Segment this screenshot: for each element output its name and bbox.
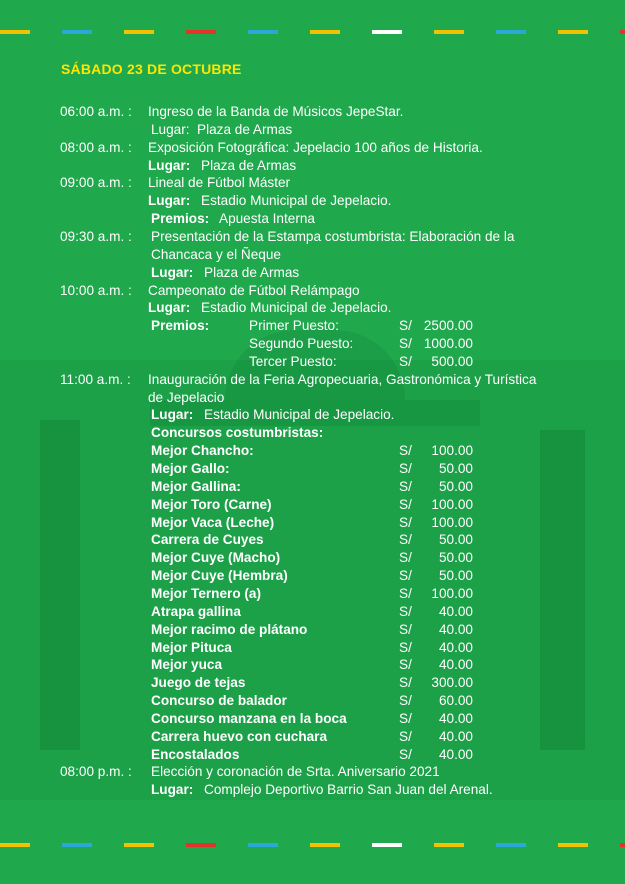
contest-name: Concurso de balador xyxy=(151,693,287,709)
currency-symbol: S/ xyxy=(399,336,412,352)
contest-amount: 40.00 xyxy=(438,746,473,762)
location-label: Lugar: xyxy=(151,264,194,280)
contest-name: Mejor Chancho: xyxy=(151,443,254,459)
contest-name: Mejor Gallina: xyxy=(151,478,241,494)
contest-name: Mejor yuca xyxy=(151,657,223,673)
location-label: Lugar: xyxy=(151,407,194,423)
stripe-segment xyxy=(186,30,216,34)
contest-name: Atrapa gallina xyxy=(151,603,241,619)
contest-amount: 100.00 xyxy=(431,514,473,530)
location-value: Plaza de Armas xyxy=(197,121,293,137)
contest-amount: 60.00 xyxy=(438,693,473,709)
event-title-continued: Chancaca y el Ñeque xyxy=(151,246,281,262)
contest-amount: 40.00 xyxy=(438,710,473,726)
location-value: Estadio Municipal de Jepelacio. xyxy=(201,300,392,316)
stripe-segment xyxy=(620,843,625,847)
contests-label: Concursos costumbristas: xyxy=(151,425,324,441)
event-time: 06:00 a.m. : xyxy=(60,104,132,119)
stripe-segment xyxy=(124,843,154,847)
event-time: 08:00 a.m. : xyxy=(60,139,132,155)
stripe-segment xyxy=(434,843,464,847)
currency-symbol: S/ xyxy=(399,728,412,744)
currency-symbol: S/ xyxy=(399,603,412,619)
contest-amount: 40.00 xyxy=(438,728,473,744)
event-title-continued: de Jepelacio xyxy=(148,389,225,405)
event-title: Elección y coronación de Srta. Aniversario 2021 xyxy=(151,764,440,780)
stripe-segment xyxy=(496,843,526,847)
currency-symbol: S/ xyxy=(399,693,412,709)
decorative-stripe-bottom xyxy=(0,843,625,847)
contest-amount: 50.00 xyxy=(438,568,473,584)
contest-name: Carrera huevo con cuchara xyxy=(151,728,328,744)
location-value: Estadio Municipal de Jepelacio. xyxy=(204,407,395,423)
event-time: 10:00 a.m. : xyxy=(60,282,132,298)
location-label: Lugar: xyxy=(148,157,191,173)
contest-amount: 40.00 xyxy=(438,639,473,655)
event-title: Exposición Fotográfica: Jepelacio 100 años de Historia. xyxy=(148,139,483,155)
location-label: Lugar: xyxy=(148,300,191,316)
event-title: Presentación de la Estampa costumbrista: Elaboración de la xyxy=(151,228,515,244)
stripe-segment xyxy=(434,30,464,34)
stripe-segment xyxy=(186,843,216,847)
location-label: Lugar: xyxy=(151,782,194,798)
contest-amount: 40.00 xyxy=(438,657,473,673)
event-time: 08:00 p.m. : xyxy=(60,764,132,780)
currency-symbol: S/ xyxy=(399,353,412,369)
stripe-segment xyxy=(310,30,340,34)
location-label: Lugar: xyxy=(148,193,191,209)
contest-name: Juego de tejas xyxy=(151,675,246,691)
contest-name: Encostalados xyxy=(151,746,240,762)
currency-symbol: S/ xyxy=(399,478,412,494)
contest-name: Mejor Cuye (Hembra) xyxy=(151,568,288,584)
currency-symbol: S/ xyxy=(399,496,412,512)
contest-name: Mejor Cuye (Macho) xyxy=(151,550,281,566)
stripe-segment xyxy=(558,843,588,847)
currency-symbol: S/ xyxy=(399,585,412,601)
contest-amount: 50.00 xyxy=(438,478,473,494)
event-title: Ingreso de la Banda de Músicos JepeStar. xyxy=(148,104,404,119)
stripe-segment xyxy=(0,30,30,34)
contest-amount: 100.00 xyxy=(431,443,473,459)
location-value: Plaza de Armas xyxy=(204,264,300,280)
contest-name: Mejor Vaca (Leche) xyxy=(151,514,275,530)
prize-amount: 500.00 xyxy=(431,353,473,369)
location-value: Estadio Municipal de Jepelacio. xyxy=(201,193,392,209)
location-value: Complejo Deportivo Barrio San Juan del Arenal. xyxy=(204,782,493,798)
currency-symbol: S/ xyxy=(399,621,412,637)
currency-symbol: S/ xyxy=(399,639,412,655)
prize-amount: 1000.00 xyxy=(423,336,473,352)
event-time: 09:00 a.m. : xyxy=(60,175,132,191)
contest-name: Mejor Pituca xyxy=(151,639,232,655)
currency-symbol: S/ xyxy=(399,443,412,459)
prize-place: Primer Puesto: xyxy=(249,318,339,334)
contest-amount: 40.00 xyxy=(438,603,473,619)
contest-amount: 40.00 xyxy=(438,621,473,637)
currency-symbol: S/ xyxy=(399,514,412,530)
location-value: Plaza de Armas xyxy=(201,157,297,173)
event-title: Lineal de Fútbol Máster xyxy=(148,175,291,191)
stripe-segment xyxy=(496,30,526,34)
prize-place: Tercer Puesto: xyxy=(249,353,337,369)
decorative-stripe-top xyxy=(0,30,625,34)
contest-amount: 50.00 xyxy=(438,461,473,476)
event-time: 11:00 a.m. : xyxy=(60,371,131,387)
page-title: SÁBADO 23 DE OCTUBRE xyxy=(61,61,242,77)
stripe-segment xyxy=(558,30,588,34)
stripe-segment xyxy=(620,30,625,34)
contest-name: Mejor Toro (Carne) xyxy=(151,496,272,512)
event-title: Inauguración de la Feria Agropecuaria, Gastronómica y Turística xyxy=(148,371,537,387)
stripe-segment xyxy=(310,843,340,847)
contest-name: Mejor Ternero (a) xyxy=(151,585,262,601)
contest-amount: 300.00 xyxy=(431,675,473,691)
prizes-label: Premios: xyxy=(151,211,210,227)
stripe-segment xyxy=(248,843,278,847)
stripe-segment xyxy=(62,843,92,847)
stripe-segment xyxy=(248,30,278,34)
contest-name: Concurso manzana en la boca xyxy=(151,710,347,726)
prize-place: Segundo Puesto: xyxy=(249,336,354,352)
stripe-segment xyxy=(0,843,30,847)
currency-symbol: S/ xyxy=(399,675,412,691)
currency-symbol: S/ xyxy=(399,568,412,584)
contest-name: Carrera de Cuyes xyxy=(151,532,264,548)
currency-symbol: S/ xyxy=(399,318,412,334)
contest-amount: 50.00 xyxy=(438,532,473,548)
currency-symbol: S/ xyxy=(399,710,412,726)
contest-amount: 100.00 xyxy=(431,585,473,601)
event-title: Campeonato de Fútbol Relámpago xyxy=(148,282,360,298)
contest-name: Mejor Gallo: xyxy=(151,461,230,476)
stripe-segment xyxy=(372,30,402,34)
stripe-segment xyxy=(372,843,402,847)
event-time: 09:30 a.m. : xyxy=(60,228,132,244)
currency-symbol: S/ xyxy=(399,657,412,673)
contest-amount: 50.00 xyxy=(438,550,473,566)
contest-amount: 100.00 xyxy=(431,496,473,512)
stripe-segment xyxy=(62,30,92,34)
contest-name: Mejor racimo de plátano xyxy=(151,621,308,637)
prizes-value: Apuesta Interna xyxy=(219,211,315,227)
currency-symbol: S/ xyxy=(399,461,412,476)
currency-symbol: S/ xyxy=(399,746,412,762)
prizes-label: Premios: xyxy=(151,318,210,334)
location-label: Lugar: xyxy=(151,121,190,137)
currency-symbol: S/ xyxy=(399,532,412,548)
currency-symbol: S/ xyxy=(399,550,412,566)
prize-amount: 2500.00 xyxy=(423,318,473,334)
stripe-segment xyxy=(124,30,154,34)
